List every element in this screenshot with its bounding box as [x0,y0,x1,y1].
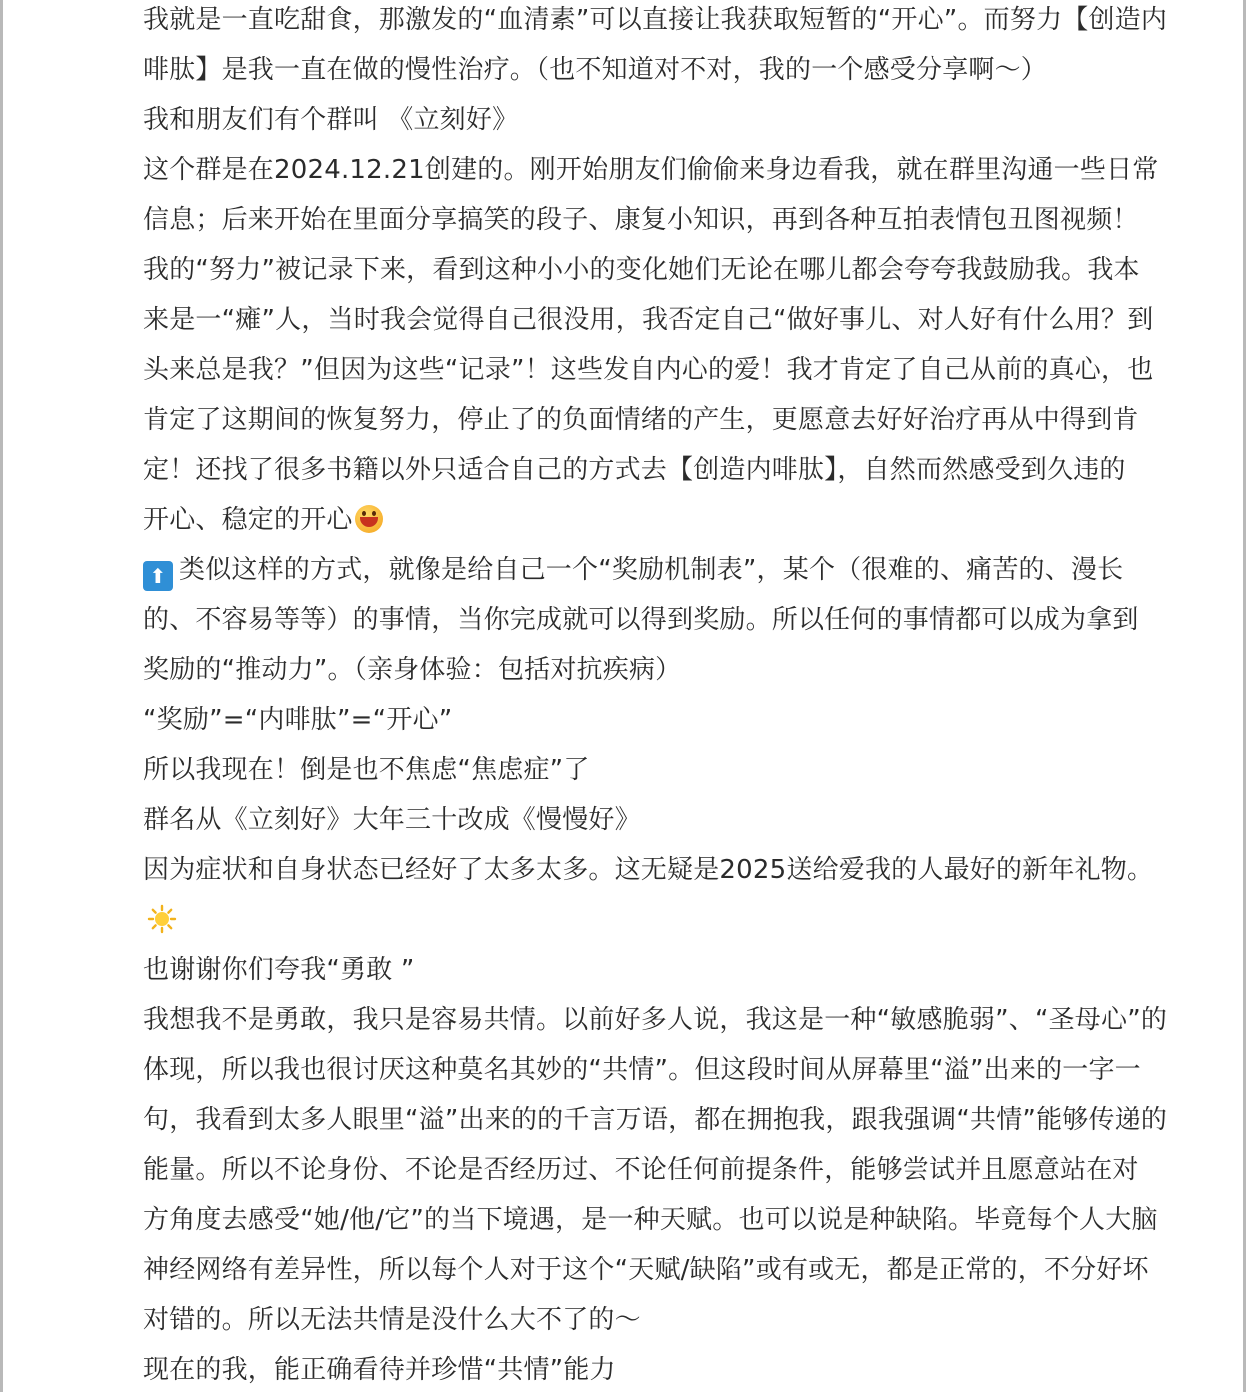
text-line: 啡肽】是我一直在做的慢性治疗。（也不知道对不对，我的一个感受分享啊～） [143,55,1048,85]
text-line: 对错的。所以无法共情是没什么大不了的～ [143,1305,641,1335]
text-line: 我和朋友们有个群叫 《立刻好》 [143,105,519,135]
paragraph-rename [143,795,1223,845]
text-line: 句，我看到太多人眼里“溢”出来的的千言万语，都在拥抱我，跟我强调“共情”能够传递的 [143,1105,1168,1135]
paragraph-conclusion [143,1345,1223,1395]
text-line: 信息；后来开始在里面分享搞笑的段子、康复小知识，再到各种互拍表情包丑图视频！ [143,205,1139,235]
paragraph-sweets [143,0,1223,95]
up-arrow-icon: ⬆ [143,561,173,591]
text-line: 类似这样的方式，就像是给自己一个“奖励机制表”，某个（很难的、痛苦的、漫长 [179,555,1124,585]
text-line: 肯定了这期间的恢复努力，停止了的负面情绪的产生，更愿意去好好治疗再从中得到肯 [143,405,1139,435]
text-line: 因为症状和自身状态已经好了太多太多。这无疑是2025送给爱我的人最好的新年礼物。 [143,855,1154,885]
text-line-with-emoji [143,495,1223,545]
sun-icon [147,904,177,934]
paragraph-group-story [143,145,1223,545]
text-line: 头来总是我？”但因为这些“记录”！这些发自内心的爱！我才肯定了自己从前的真心，也 [143,355,1154,385]
paragraph-no-anxiety [143,745,1223,795]
paragraph-thanks [143,945,1223,995]
text-line: 群名从《立刻好》大年三十改成《慢慢好》 [143,805,641,835]
paragraph-sun [143,895,1223,945]
text-line: 来是一“瘫”人，当时我会觉得自己很没用，我否定自己“做好事儿、对人好有什么用？到 [143,305,1154,335]
text-line: 体现，所以我也很讨厌这种莫名其妙的“共情”。但这段时间从屏幕里“溢”出来的一字一 [143,1055,1141,1085]
text-line: 神经网络有差异性，所以每个人对于这个“天赋/缺陷”或有或无，都是正常的，不分好坏 [143,1255,1149,1285]
page-border-left [0,0,3,1392]
text-line-with-icon [143,545,1223,595]
text-line: 的、不容易等等）的事情，当你完成就可以得到奖励。所以任何的事情都可以成为拿到 [143,605,1139,635]
paragraph-group-name [143,95,1223,145]
paragraph-new-year [143,845,1223,895]
text-line: 也谢谢你们夸我“勇敢 ” [143,955,415,985]
text-line: 开心、稳定的开心 [143,505,353,535]
text-line: 方角度去感受“她/他/它”的当下境遇，是一种天赋。也可以说是种缺陷。毕竟每个人大脑 [143,1205,1158,1235]
text-line: 所以我现在！倒是也不焦虑“焦虑症”了 [143,755,590,785]
post-body [143,0,1223,1395]
text-line: “奖励”=“内啡肽”=“开心” [143,705,453,735]
paragraph-equation [143,695,1223,745]
text-line: 我的“努力”被记录下来，看到这种小小的变化她们无论在哪儿都会夸夸我鼓励我。我本 [143,255,1140,285]
text-line: 这个群是在2024.12.21创建的。刚开始朋友们偷偷来身边看我，就在群里沟通一些日常 [143,155,1159,185]
text-line: 定！还找了很多书籍以外只适合自己的方式去【创造内啡肽】，自然而然感受到久违的 [143,455,1126,485]
text-line: 能量。所以不论身份、不论是否经历过、不论任何前提条件，能够尝试并且愿意站在对 [143,1155,1139,1185]
text-line: 我想我不是勇敢，我只是容易共情。以前好多人说，我这是一种“敏感脆弱”、“圣母心”的 [143,1005,1168,1035]
paragraph-reward [143,545,1223,695]
text-line: 奖励的“推动力”。（亲身体验：包括对抗疾病） [143,655,682,685]
emoji-line [143,895,1223,945]
text-line: 现在的我，能正确看待并珍惜“共情”能力 [143,1355,616,1385]
paragraph-empathy [143,995,1223,1345]
grinning-face-icon [355,505,383,533]
text-line: 我就是一直吃甜食，那激发的“血清素”可以直接让我获取短暂的“开心”。而努力【创造内 [143,5,1168,35]
